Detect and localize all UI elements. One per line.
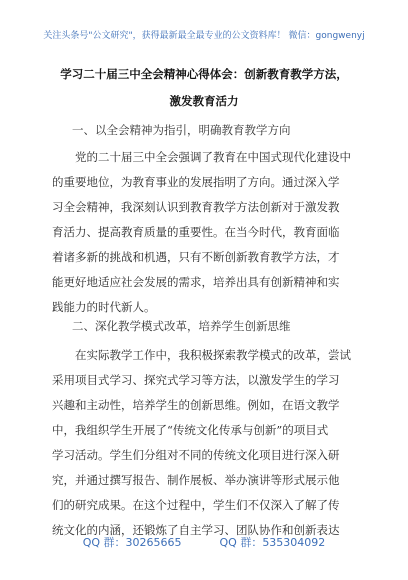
footer-qq-group-1: QQ 群：30265665: [82, 536, 182, 549]
paragraph-line: 究，并通过撰写报告、制作展板、举办演讲等形式展示他: [52, 473, 340, 487]
paragraph-line: 中，我组织学生开展了“传统文化传承与创新”的项目式: [52, 423, 329, 437]
paragraph-line: 着诸多新的挑战和机遇，只有不断创新教育教学方法，才: [52, 250, 340, 264]
paragraph-line: 能更好地适应社会发展的需求，培养出具有创新精神和实: [52, 275, 340, 289]
paragraph-line: 育活力、提高教育质量的重要性。在当今时代，教育面临: [52, 225, 340, 239]
paragraph-line: 习全会精神，我深刻认识到教育教学方法创新对于激发教: [52, 200, 340, 214]
paragraph-line: 党的二十届三中全会强调了教育在中国式现代化建设中: [75, 150, 351, 164]
paragraph-line: 践能力的时代新人。: [52, 300, 156, 314]
section1-heading: 一、以全会精神为指引，明确教育教学方向: [72, 123, 291, 137]
paragraph-line: 统文化的内涵，还锻炼了自主学习、团队协作和创新表达: [52, 523, 340, 537]
paragraph-line: 的重要地位，为教育事业的发展指明了方向。通过深入学: [52, 175, 340, 189]
paragraph-line: 在实际教学工作中，我积极探索教学模式的改革，尝试: [75, 348, 351, 362]
document-title-line1: 学习二十届三中全会精神心得体会：创新教育教学方法，: [60, 67, 348, 81]
section2-paragraph: [52, 343, 364, 543]
paragraph-line: 们的研究成果。在这个过程中，学生们不仅深入了解了传: [52, 498, 340, 512]
section1-paragraph: [52, 145, 364, 320]
paragraph-line: 采用项目式学习、探究式学习等方法，以激发学生的学习: [52, 373, 340, 387]
footer-qq-group-2: QQ 群：535304092: [219, 536, 326, 549]
section2-heading: 二、深化教学模式改革，培养学生创新思维: [72, 319, 291, 333]
document-title-line2: 激发教育活力: [169, 94, 239, 108]
header-promo-note: 关注头条号"公文研究"，获得最新最全最专业的公文资料库！ 微信：gongwenyj: [43, 31, 365, 41]
paragraph-line: 学习活动。学生们分组对不同的传统文化项目进行深入研: [52, 448, 340, 462]
footer-contact: [0, 534, 408, 550]
paragraph-line: 兴趣和主动性，培养学生的创新思维。例如，在语文教学: [52, 398, 340, 412]
